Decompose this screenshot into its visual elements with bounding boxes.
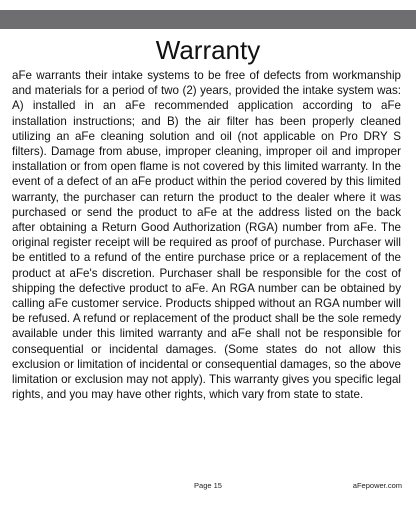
website-url: aFepower.com bbox=[352, 481, 402, 490]
header-bar bbox=[0, 10, 416, 29]
page-title: Warranty bbox=[155, 35, 261, 65]
warranty-body-text: aFe warrants their intake systems to be free of defects from workmanship and materials for a period of two (2) years, provided the intake system was: A) installed in an aFe recommended application according to aFe installation instructions; and B) the air filter has been properly cleaned utilizing an aFe cleaning solution and oil (not applicable on Pro DRY S filters). Damage from abuse, improper cleaning, improper oil and improper installation or from open flame is not covered by this limited warranty. In the event of a defect of an aFe product within the period covered by this limited warranty, the purchaser can return the product to the dealer where it was purchased or send the product to aFe at the address listed on the back after obtaining a Return Good Authorization (RGA) number from aFe. The original register receipt will be required as proof of purchase. Purchaser will be entitled to a refund of the entire purchase price or a replacement of the product at aFe's discretion. Purchaser shall be responsible for the cost of shipping the defective product to aFe. An RGA number can be obtained by calling aFe customer service. Products shipped without an RGA number will be refused. A refund or replacement of the product shall be the sole remedy available under this limited warranty and aFe shall not be responsible for consequential or incidental damages. (Some states do not allow this exclusion or limitation of incidental or consequential damages, so the above limitation or exclusion may not apply). This warranty gives you specific legal rights, and you may have other rights, which vary from state to state. bbox=[12, 69, 401, 402]
page-number: Page 15 bbox=[194, 481, 222, 490]
